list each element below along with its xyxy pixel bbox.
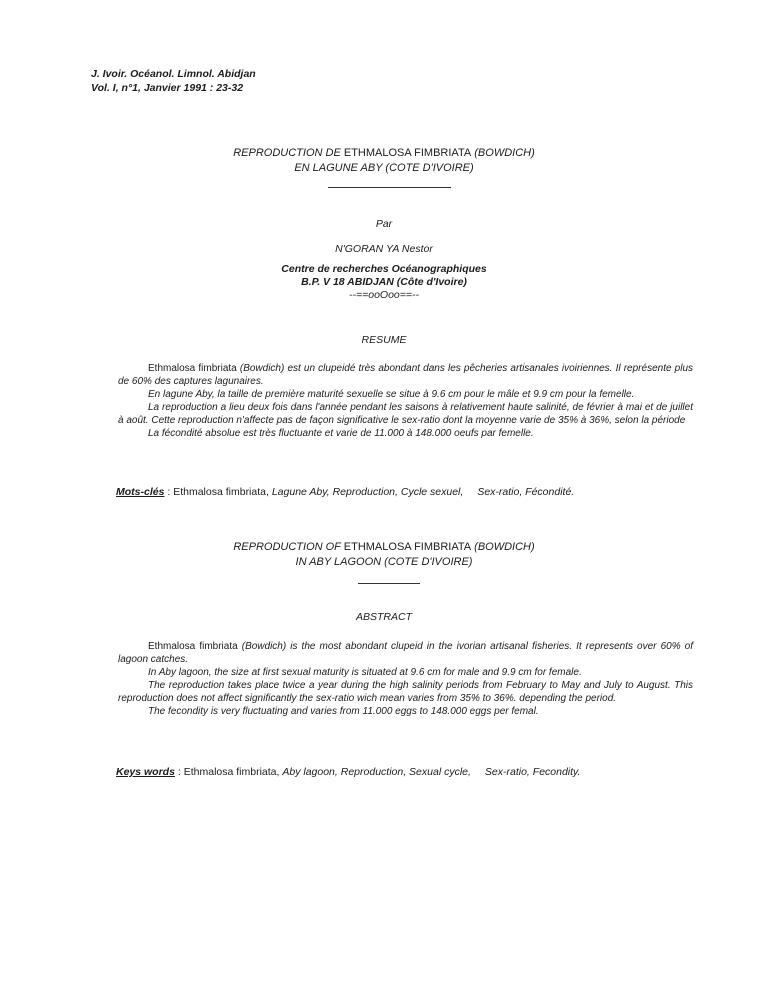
english-title-line2: IN ABY LAGOON (COTE D'IVOIRE) <box>295 556 473 568</box>
keyword: Lagune Aby, <box>271 486 330 498</box>
keyword: Ethmalosa fimbriata, <box>173 486 269 498</box>
french-title-line2: EN LAGUNE ABY (COTE D'IVOIRE) <box>294 162 474 174</box>
abstract-heading: ABSTRACT <box>355 611 412 623</box>
resume-paragraph-4: La fécondité absolue est très fluctuante et varie de 11.000 à 148.000 oeufs par femelle. <box>148 428 534 439</box>
keyword: Fécondité. <box>525 486 575 498</box>
keyword: Aby lagoon, <box>282 766 338 778</box>
keyword: Cycle sexuel, <box>400 486 464 498</box>
resume-heading: RESUME <box>361 334 407 346</box>
resume-paragraph-1: Ethmalosa fimbriata (Bowdich) est un clupeidé très abondant dans les pêcheries artisanales ivoiriennes. Il représente plus de 60% des captures lagunaires. <box>118 363 694 387</box>
abstract-paragraph-2: In Aby lagoon, the size at first sexual maturity is situated at 9.6 cm for male and 9.9 cm for female. <box>148 667 582 678</box>
abstract-paragraph-3: The reproduction takes place twice a year during the high salinity periods from February to May and July to August. This reproduction does not affect significantly the sex-ratio wich mean varies from 35% to 36%. depending the period. <box>118 680 693 704</box>
french-keywords: Mots-clés : Ethmalosa fimbriata, Lagune Aby, Reproduction, Cycle sexuel, Sex-ratio, Fécondité. <box>116 486 575 498</box>
abstract-paragraph-1: Ethmalosa fimbriata (Bowdich) is the most abondant clupeid in the ivorian artisanal fisheries. It represents over 60% of lagoon catches. <box>118 641 694 665</box>
english-title-line1: REPRODUCTION OF ETHMALOSA FIMBRIATA (BOWDICH) <box>233 541 535 553</box>
abstract-paragraph-4: The fecondity is very fluctuating and varies from 11.000 eggs to 148.000 eggs per femal. <box>148 706 539 717</box>
affiliation-line1: Centre de recherches Océanographiques <box>281 263 487 275</box>
english-title-divider <box>358 583 420 584</box>
resume-body <box>118 362 693 440</box>
journal-volume: Vol. I, n°1, Janvier 1991 : 23-32 <box>91 82 244 94</box>
keyword: Fecondity. <box>532 766 581 778</box>
keyword: Sex-ratio, <box>477 486 523 498</box>
journal-citation <box>91 67 256 95</box>
keywords-label: Keys words <box>116 766 175 778</box>
keyword: Sex-ratio, <box>484 766 530 778</box>
affiliation-line2: B.P. V 18 ABIDJAN (Côte d'Ivoire) <box>301 276 467 288</box>
french-title-line1: REPRODUCTION DE ETHMALOSA FIMBRIATA (BOWDICH) <box>233 147 535 159</box>
keyword: Sexual cycle, <box>409 766 471 778</box>
resume-paragraph-3: La reproduction a lieu deux fois dans l'année pendant les saisons à relativement haute salinité, de février à mai et de juillet à août. Cette reproduction n'affecte pas de façon significative le sex-ratio dont la moyenne varie de 35% à 36%, selon la période <box>118 402 693 426</box>
keyword: Ethmalosa fimbriata, <box>183 766 280 778</box>
english-title <box>0 540 768 570</box>
resume-paragraph-2: En lagune Aby, la taille de première maturité sexuelle se situe à 9.6 cm pour le mâle et 9.9 cm pour la femelle. <box>148 389 635 400</box>
keyword: Reproduction, <box>332 486 398 498</box>
keywords-label: Mots-clés <box>116 486 165 498</box>
title-divider <box>328 187 451 188</box>
ornament-separator: --==ooOoo==-- <box>348 289 420 301</box>
abstract-body <box>118 640 693 718</box>
keyword: Reproduction, <box>340 766 407 778</box>
author-name: N'GORAN YA Nestor <box>335 243 433 255</box>
par-label: Par <box>375 218 393 230</box>
french-title <box>0 146 768 176</box>
journal-name: J. Ivoir. Océanol. Limnol. Abidjan <box>91 68 256 80</box>
english-keywords: Keys words : Ethmalosa fimbriata, Aby lagoon, Reproduction, Sexual cycle, Sex-ratio, Fecondity. <box>116 766 581 778</box>
